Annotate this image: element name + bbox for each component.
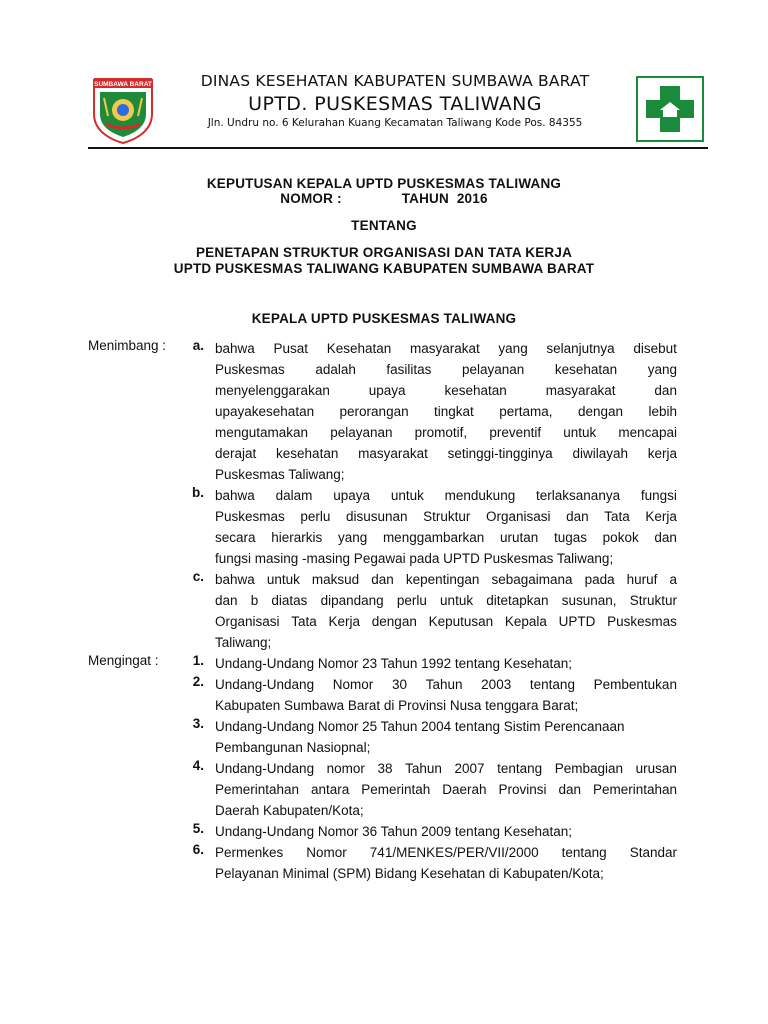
word: dalam xyxy=(275,488,313,503)
word: tingkat xyxy=(434,404,474,419)
text-line xyxy=(215,548,677,569)
word: dan xyxy=(654,383,677,398)
word: Pusat xyxy=(273,341,309,356)
word: Tata xyxy=(291,614,317,629)
word: Daerah xyxy=(442,782,487,797)
word: b xyxy=(250,593,259,608)
word: antara xyxy=(311,782,350,797)
text-line xyxy=(215,611,677,632)
number-label: NOMOR : xyxy=(280,191,342,206)
word: urutan xyxy=(499,530,539,545)
word: disusunan xyxy=(346,509,408,524)
issuing-official: KEPALA UPTD PUSKESMAS TALIWANG xyxy=(251,311,517,326)
word: perorangan xyxy=(339,404,409,419)
agency-name: DINAS KESEHATAN KABUPATEN SUMBAWA BARAT xyxy=(200,72,590,90)
word: mendukung xyxy=(444,488,516,503)
word: upaya xyxy=(368,383,406,398)
word: Pembangunan Nasiopnal; xyxy=(215,740,371,755)
word: Undang-Undang xyxy=(215,761,315,776)
word: bahwa xyxy=(215,341,255,356)
word: untuk xyxy=(266,572,300,587)
word: menggambarkan xyxy=(382,530,485,545)
word: Kerja xyxy=(645,509,677,524)
word: Standar xyxy=(629,845,677,860)
text-line xyxy=(215,464,677,485)
word: dan xyxy=(371,572,394,587)
word: yang xyxy=(498,341,528,356)
word: Provinsi xyxy=(498,782,547,797)
word: 741/MENKES/PER/VII/2000 xyxy=(369,845,539,860)
mengingat-marker-4: 4. xyxy=(192,758,204,773)
word: Daerah Kabupaten/Kota; xyxy=(215,803,364,818)
word: selanjutnya xyxy=(546,341,615,356)
word: fungsi xyxy=(640,488,677,503)
mengingat-marker-2: 2. xyxy=(192,674,204,689)
word: mencapai xyxy=(618,425,677,440)
year-label: TAHUN 2016 xyxy=(401,191,488,206)
word: Organisasi xyxy=(215,614,280,629)
word: Puskesmas Taliwang; xyxy=(215,467,345,482)
menimbang-label: Menimbang : xyxy=(88,338,167,353)
text-line xyxy=(215,527,677,548)
word: Pemerintahan xyxy=(215,782,300,797)
word: terlaksananya xyxy=(536,488,621,503)
decree-title: KEPUTUSAN KEPALA UPTD PUSKESMAS TALIWANG xyxy=(206,176,562,191)
text-line xyxy=(215,380,677,401)
text-line xyxy=(215,842,677,863)
word: kerja xyxy=(647,446,677,461)
word: nomor xyxy=(326,761,365,776)
word: masyarakat xyxy=(409,341,480,356)
word: masyarakat xyxy=(545,383,616,398)
word: tentang xyxy=(561,845,607,860)
decree-number-line xyxy=(0,191,768,206)
word: dan xyxy=(654,530,677,545)
puskesmas-logo xyxy=(636,76,704,142)
word: sebagaimana xyxy=(491,572,573,587)
header-divider xyxy=(88,147,708,149)
word: Pembagian xyxy=(554,761,624,776)
word: Kerja xyxy=(328,614,361,629)
word: Struktur xyxy=(423,509,471,524)
text-line xyxy=(215,401,677,422)
word: Pembentukan xyxy=(593,677,677,692)
word: Undang-Undang Nomor 25 Tahun 2004 tentang Sistim Perencanaan xyxy=(215,719,625,734)
mengingat-marker-5: 5. xyxy=(192,821,204,836)
word: 2007 xyxy=(454,761,485,776)
word: lebih xyxy=(648,404,677,419)
word: tugas xyxy=(553,530,587,545)
subject-line-1: PENETAPAN STRUKTUR ORGANISASI DAN TATA KERJA xyxy=(195,245,573,260)
word: Tahun xyxy=(405,761,442,776)
word: Keputusan xyxy=(428,614,494,629)
word: Nomor xyxy=(306,845,347,860)
word: Undang-Undang Nomor 36 Tahun 2009 tentang Kesehatan; xyxy=(215,824,573,839)
word: preventif xyxy=(489,425,542,440)
word: Tata xyxy=(604,509,630,524)
word: Struktur xyxy=(629,593,677,608)
word: Nomor xyxy=(332,677,374,692)
word: pada xyxy=(584,572,615,587)
text-line xyxy=(215,716,677,737)
word: Puskesmas xyxy=(215,362,285,377)
word: Pemerintahan xyxy=(592,782,677,797)
word: promotif, xyxy=(414,425,468,440)
text-line xyxy=(215,821,677,842)
word: kesehatan xyxy=(444,383,507,398)
menimbang-marker-c: c. xyxy=(192,569,204,584)
word: pertama, xyxy=(499,404,553,419)
word: untuk xyxy=(440,593,474,608)
text-line xyxy=(215,443,677,464)
word: pelayanan xyxy=(461,362,525,377)
word: derajat xyxy=(215,446,257,461)
word: perlu xyxy=(300,509,331,524)
mengingat-marker-1: 1. xyxy=(192,653,204,668)
word: Kepala xyxy=(504,614,547,629)
word: untuk xyxy=(563,425,597,440)
text-line xyxy=(215,506,677,527)
subject-line-2: UPTD PUSKESMAS TALIWANG KABUPATEN SUMBAWA BARAT xyxy=(173,261,595,276)
word: Taliwang; xyxy=(215,635,272,650)
word: secara xyxy=(215,530,256,545)
organization-name: UPTD. PUSKESMAS TALIWANG xyxy=(248,93,542,115)
word: UPTD xyxy=(558,614,596,629)
word: Kesehatan xyxy=(326,341,392,356)
word: a xyxy=(669,572,677,587)
text-line xyxy=(215,737,677,758)
text-line xyxy=(215,674,677,695)
text-line xyxy=(215,632,677,653)
word: mengutamakan xyxy=(215,425,309,440)
word: bahwa xyxy=(215,488,255,503)
word: dan xyxy=(558,782,581,797)
text-line xyxy=(215,800,677,821)
word: kesehatan xyxy=(554,362,618,377)
word: susunan, xyxy=(561,593,617,608)
word: bahwa xyxy=(215,572,255,587)
word: perlu xyxy=(396,593,427,608)
word: tentang xyxy=(529,677,575,692)
word: masyarakat xyxy=(358,446,428,461)
word: setinggi-tingginya xyxy=(447,446,553,461)
word: dengan xyxy=(577,404,624,419)
sumbawa-barat-logo xyxy=(90,74,156,144)
word: kepentingan xyxy=(405,572,480,587)
text-line xyxy=(215,338,677,359)
word: Undang-Undang Nomor 23 Tahun 1992 tentang Kesehatan; xyxy=(215,656,573,671)
text-line xyxy=(215,863,677,884)
word: yang xyxy=(647,362,677,377)
word: Pelayanan Minimal (SPM) Bidang Kesehatan di Kabupaten/Kota; xyxy=(215,866,604,881)
word: ditetapkan xyxy=(486,593,549,608)
text-line xyxy=(215,758,677,779)
word: fungsi masing -masing Pegawai pada UPTD Puskesmas Taliwang; xyxy=(215,551,614,566)
mengingat-marker-6: 6. xyxy=(192,842,204,857)
word: yang xyxy=(337,530,368,545)
text-line xyxy=(215,590,677,611)
mengingat-label: Mengingat : xyxy=(88,653,159,668)
about-heading: TENTANG xyxy=(351,218,417,233)
word: hierarkis xyxy=(271,530,323,545)
mengingat-marker-3: 3. xyxy=(192,716,204,731)
word: Undang-Undang xyxy=(215,677,315,692)
word: Pemerintah xyxy=(361,782,431,797)
word: menyelenggarakan xyxy=(215,383,330,398)
word: adalah xyxy=(315,362,356,377)
word: dan xyxy=(566,509,589,524)
word: disebut xyxy=(633,341,677,356)
word: 38 xyxy=(377,761,393,776)
word: kesehatan xyxy=(276,446,339,461)
text-line xyxy=(215,422,677,443)
word: Permenkes xyxy=(215,845,284,860)
word: fasilitas xyxy=(386,362,432,377)
word: Tahun xyxy=(425,677,463,692)
word: dan xyxy=(215,593,238,608)
word: upaya xyxy=(333,488,370,503)
address: Jln. Undru no. 6 Kelurahan Kuang Kecamatan Taliwang Kode Pos. 84355 xyxy=(207,117,583,129)
text-line xyxy=(215,779,677,800)
word: dengan xyxy=(371,614,417,629)
text-line xyxy=(215,695,677,716)
word: Puskesmas xyxy=(215,509,285,524)
text-line xyxy=(215,569,677,590)
word: upayakesehatan xyxy=(215,404,315,419)
menimbang-marker-b: b. xyxy=(192,485,204,500)
word: 30 xyxy=(391,677,407,692)
word: diwilayah xyxy=(572,446,628,461)
word: 2003 xyxy=(481,677,512,692)
menimbang-marker-a: a. xyxy=(192,338,204,353)
word: urusan xyxy=(635,761,677,776)
word: pelayanan xyxy=(330,425,393,440)
word: Puskesmas xyxy=(607,614,677,629)
word: dipandang xyxy=(320,593,384,608)
word: Organisasi xyxy=(486,509,551,524)
text-line xyxy=(215,653,677,674)
word: untuk xyxy=(390,488,424,503)
word: tentang xyxy=(497,761,543,776)
word: Kabupaten Sumbawa Barat di Provinsi Nusa tenggara Barat; xyxy=(215,698,579,713)
word: maksud xyxy=(311,572,360,587)
word: pokok xyxy=(602,530,639,545)
word: diatas xyxy=(271,593,308,608)
logo-banner-text: SUMBAWA BARAT xyxy=(94,81,152,88)
word: huruf xyxy=(626,572,658,587)
text-line xyxy=(215,485,677,506)
text-line xyxy=(215,359,677,380)
